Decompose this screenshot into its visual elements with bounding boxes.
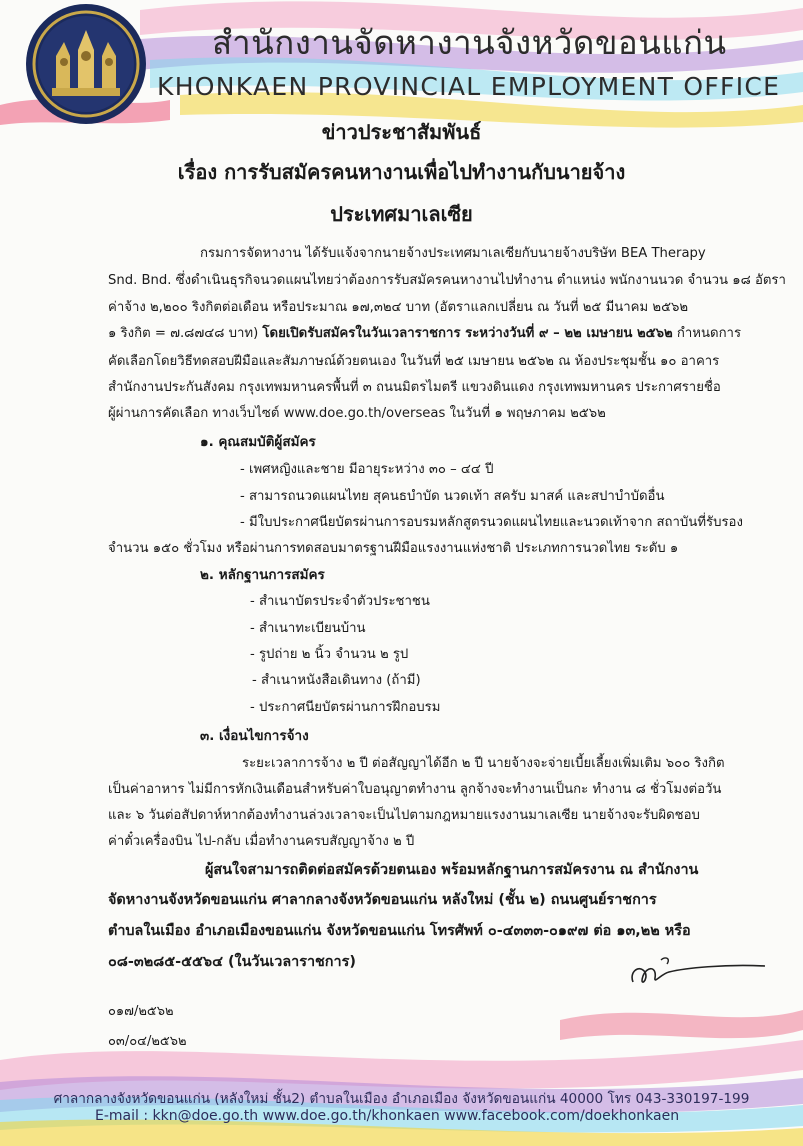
- footer-contact: E-mail : kkn@doe.go.th www.doe.go.th/khonkaen www.facebook.com/doekhonkaen: [95, 1108, 680, 1124]
- document-item: - รูปถ่าย ๒ นิ้ว จำนวน ๒ รูป: [250, 647, 409, 662]
- document-item: - สำเนาบัตรประจำตัวประชาชน: [250, 594, 430, 609]
- document-item: - สำเนาหนังสือเดินทาง (ถ้ามี): [252, 673, 421, 688]
- document-number: ๐๑๗/๒๕๖๒: [108, 1004, 174, 1019]
- terms-line-4: ค่าตั๋วเครื่องบิน ไป-กลับ เมื่อทำงานครบสัญญาจ้าง ๒ ปี: [108, 834, 415, 849]
- press-release-heading: ข่าวประชาสัมพันธ์: [321, 120, 482, 144]
- subject-line-2: ประเทศมาเลเซีย: [330, 202, 473, 226]
- terms-line-3: และ ๖ วันต่อสัปดาห์หากต้องทำงานล่วงเวลาจะเป็นไปตามกฎหมายแรงงานมาเลเซีย นายจ้างจะรับผิดชอบ: [108, 808, 700, 823]
- contact-line-3: ตำบลในเมือง อำเภอเมืองขอนแก่น จังหวัดขอนแก่น โทรศัพท์ ๐-๔๓๓๓-๐๑๙๗ ต่อ ๑๓,๒๒ หรือ: [108, 923, 691, 939]
- section-employment-terms-heading: ๓. เงื่อนไขการจ้าง: [200, 728, 309, 744]
- provincial-seal-logo: [24, 2, 148, 126]
- contact-line-1: ผู้สนใจสามารถติดต่อสมัครด้วยตนเอง พร้อมหลักฐานการสมัครงาน ณ สำนักงาน: [205, 862, 699, 878]
- intro-line-5: คัดเลือกโดยวิธีทดสอบฝีมือและสัมภาษณ์ด้วยตนเอง ในวันที่ ๒๕ เมษายน ๒๕๖๒ ณ ห้องประชุมชั้น ๑๐ อาคาร: [108, 354, 720, 369]
- document-item: - ประกาศนียบัตรผ่านการฝึกอบรม: [250, 700, 441, 715]
- footer-address: ศาลากลางจังหวัดขอนแก่น (หลังใหม่ ชั้น2) ตำบลในเมือง อำเภอเมือง จังหวัดขอนแก่น 40000 โทร 043-330197-199: [53, 1091, 750, 1107]
- qualification-item: - เพศหญิงและชาย มีอายุระหว่าง ๓๐ – ๔๔ ปี: [240, 462, 494, 477]
- intro-line-6: สำนักงานประกันสังคม กรุงเทพมหานครพื้นที่ ๓ ถนนมิตรไมตรี แขวงดินแดง กรุงเทพมหานคร ประกาศรายชื่อ: [108, 380, 721, 395]
- office-name-english: KHONKAEN PROVINCIAL EMPLOYMENT OFFICE: [157, 72, 781, 101]
- contact-line-2: จัดหางานจังหวัดขอนแก่น ศาลากลางจังหวัดขอนแก่น หลังใหม่ (ชั้น ๒) ถนนศูนย์ราชการ: [108, 892, 657, 908]
- qualification-item: - สามารถนวดแผนไทย สุคนธบำบัด นวดเท้า สครับ มาสค์ และสปาบำบัดอื่น: [240, 489, 665, 504]
- subject-line-1: เรื่อง การรับสมัครคนหางานเพื่อไปทำงานกับนายจ้าง: [177, 160, 626, 184]
- intro-line-3: ค่าจ้าง ๒,๒๐๐ ริงกิตต่อเดือน หรือประมาณ ๑๗,๓๒๔ บาท (อัตราแลกเปลี่ยน ณ วันที่ ๒๕ มีนาคม ๒๕๖๒: [108, 300, 689, 315]
- document-item: - สำเนาทะเบียนบ้าน: [250, 621, 366, 636]
- qualification-item: - มีใบประกาศนียบัตรผ่านการอบรมหลักสูตรนวดแผนไทยและนวดเท้าจาก สถาบันที่รับรอง: [240, 515, 743, 530]
- section-documents-heading: ๒. หลักฐานการสมัคร: [200, 567, 325, 583]
- intro-line-2: Snd. Bnd. ซึ่งดำเนินธุรกิจนวดแผนไทยว่าต้องการรับสมัครคนหางานไปทำงาน ตำแหน่ง พนักงานนวด จำนวน ๑๘ อัตรา: [108, 273, 786, 288]
- section-qualifications-heading: ๑. คุณสมบัติผู้สมัคร: [200, 434, 316, 450]
- terms-line-2: เป็นค่าอาหาร ไม่มีการหักเงินเดือนสำหรับค่าใบอนุญาตทำงาน ลูกจ้างจะทำงานเป็นกะ ทำงาน ๘ ชั่วโมงต่อวัน: [108, 782, 722, 797]
- intro-line-4-normal: ๑ ริงกิต = ๗.๘๗๔๘ บาท): [108, 326, 263, 341]
- intro-line-4-bold: โดยเปิดรับสมัครในวันเวลาราชการ ระหว่างวันที่ ๙ – ๒๒ เมษายน ๒๕๖๒: [262, 326, 673, 341]
- intro-line-4: [108, 322, 741, 343]
- intro-line-4-tail: กำหนดการ: [672, 326, 742, 341]
- document-date: ๐๓/๐๔/๒๕๖๒: [108, 1034, 187, 1049]
- intro-line-1: กรมการจัดหางาน ได้รับแจ้งจากนายจ้างประเทศมาเลเซียกับนายจ้างบริษัท BEA Therapy: [200, 246, 706, 261]
- intro-line-7: ผู้ผ่านการคัดเลือก ทางเว็บไซต์ www.doe.go.th/overseas ในวันที่ ๑ พฤษภาคม ๒๕๖๒: [108, 406, 606, 421]
- signature: [625, 952, 775, 997]
- contact-line-4: ๐๘-๓๒๘๕-๕๕๖๔ (ในวันเวลาราชการ): [108, 954, 356, 970]
- office-name-thai: สำนักงานจัดหางานจังหวัดขอนแก่น: [212, 23, 727, 62]
- terms-line-1: ระยะเวลาการจ้าง ๒ ปี ต่อสัญญาได้อีก ๒ ปี นายจ้างจะจ่ายเบี้ยเลี้ยงเพิ่มเติม ๖๐๐ ริงกิต: [242, 756, 725, 771]
- qualification-item-wrap: จำนวน ๑๕๐ ชั่วโมง หรือผ่านการทดสอบมาตรฐานฝีมือแรงงานแห่งชาติ ประเภทการนวดไทย ระดับ ๑: [108, 541, 679, 556]
